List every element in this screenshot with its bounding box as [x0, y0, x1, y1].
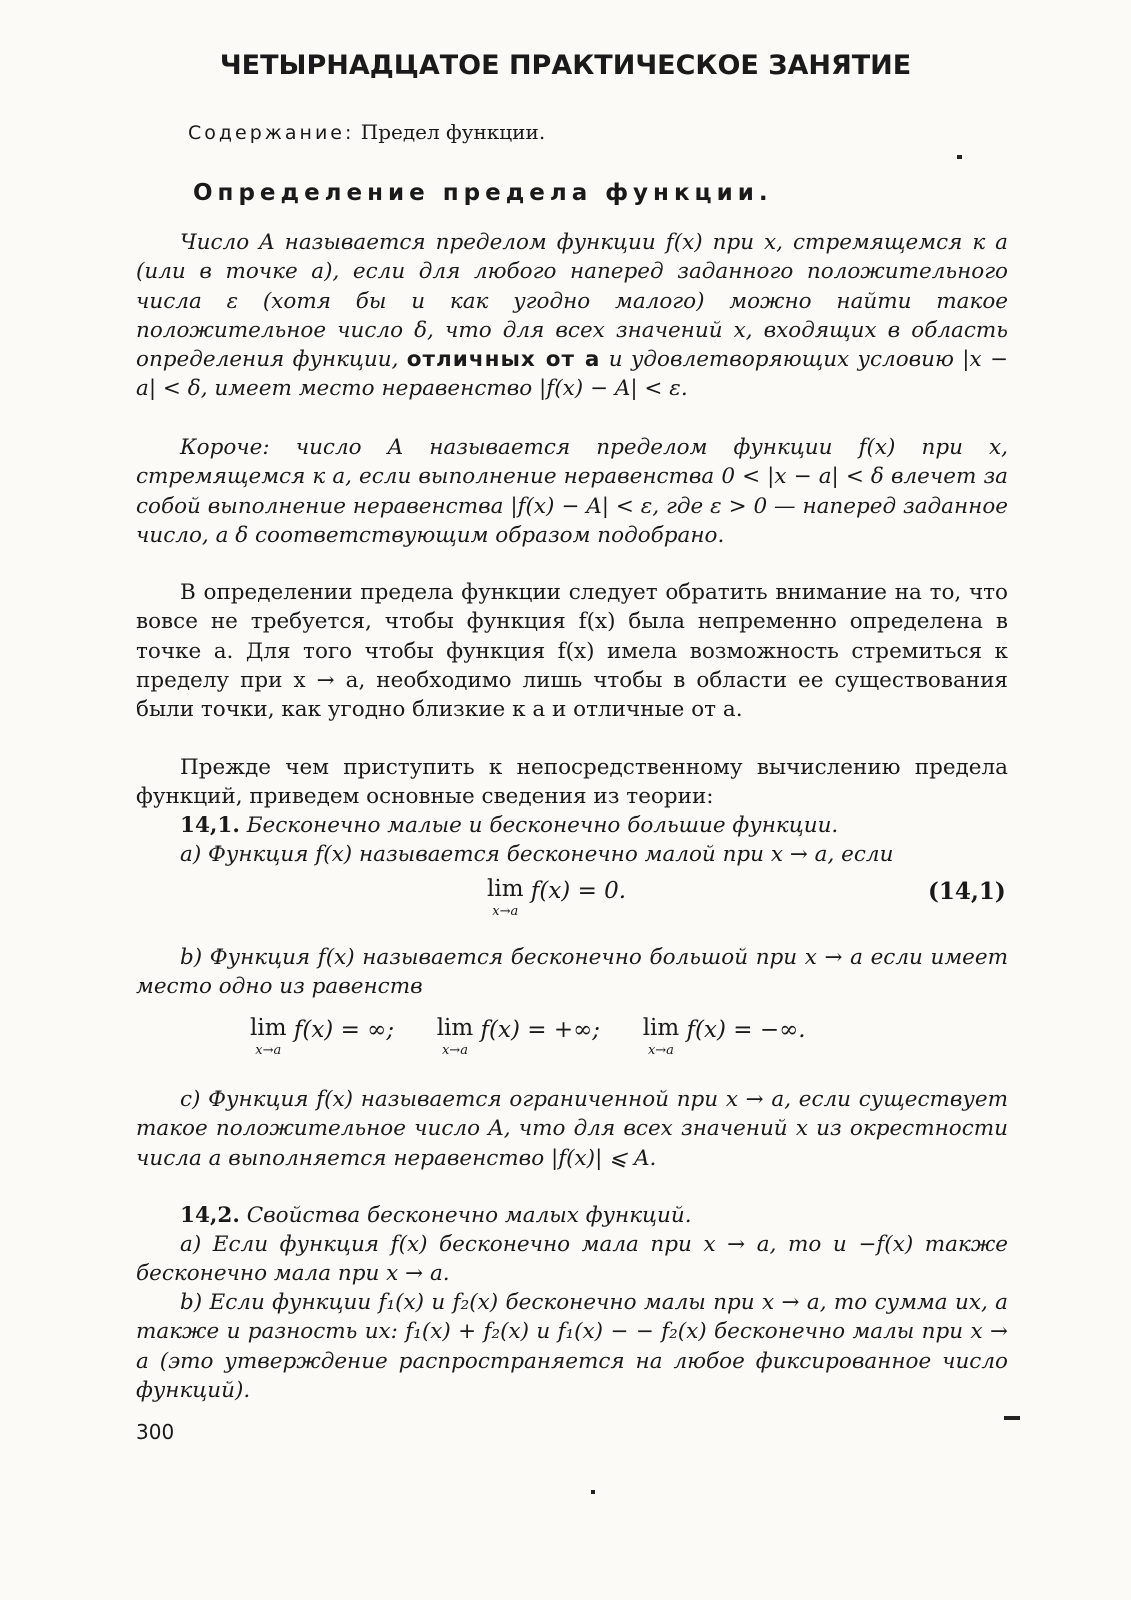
speck-mark — [591, 1490, 595, 1494]
section-14-1-title: Бесконечно малые и бесконечно большие функции. — [246, 813, 839, 838]
formula-14-1 — [487, 878, 626, 918]
lim-text: lim — [642, 1015, 680, 1041]
property-a: a) Если функция f(x) бесконечно мала при x → a, то и −f(x) также бесконечно мала при x → a. — [136, 1232, 1008, 1287]
item-b-infinite: b) Функция f(x) называется бесконечно большой при x → a если имеет место одно из равенств — [136, 945, 1008, 1000]
lim-text: lim — [487, 876, 524, 902]
short-definition-paragraph: Короче: число A называется пределом функции f(x) при x, стремящемся к a, если выполнение неравенства 0 < |x − a| < δ влечет за собой выполнение неравенства |f(x) − A| < ε, где ε > 0 — наперед заданное число, а δ соответствующим образом подобрано. — [136, 435, 1008, 548]
lim-operator — [643, 1017, 680, 1057]
lim-subscript: x→a — [441, 1043, 468, 1058]
lim-text: lim — [250, 1015, 287, 1041]
definition-text: Число A называется пределом функции f(x) при x, стремящемся к a (или в точке a), если для любого наперед заданного положительного числа ε (хотя бы и как угодно малого) можно найти такое положительное число δ, что для всех значений x, входящих в область определения функции, — [136, 230, 1008, 373]
definition-paragraph — [136, 228, 1008, 404]
formula-infinite-limits — [250, 1017, 806, 1057]
lim-subscript: x→a — [492, 904, 519, 919]
section-heading: Определение предела функции. — [193, 180, 773, 206]
property-b: b) Если функции f₁(x) и f₂(x) бесконечно малы при x → a, то сумма их, а также и разность их: f₁(x) + f₂(x) и f₁(x) − − f₂(x) бесконечно малы при x → a (это утверждение распространяется на любое фиксированное число функций). — [136, 1290, 1008, 1403]
item-c-bounded: c) Функция f(x) называется ограниченной при x → a, если существует такое положительное число A, что для всех значений x из окрестности числа a выполняется неравенство |f(x)| ⩽ A. — [136, 1087, 1008, 1171]
speck-mark — [957, 155, 962, 159]
lim-operator — [250, 1017, 287, 1057]
lim-subscript: x→a — [647, 1043, 674, 1058]
section-14-1-number: 14,1. — [180, 813, 240, 838]
section-14-2-number: 14,2. — [180, 1203, 240, 1228]
page-title: ЧЕТЫРНАДЦАТОЕ ПРАКТИЧЕСКОЕ ЗАНЯТИЕ — [219, 50, 912, 81]
lim-operator — [487, 878, 524, 918]
limit-plus-infinity: f(x) = +∞; — [480, 1017, 601, 1043]
definition-text-end: и удовлетворяющих условию |x − a| < δ, имеет место неравенство |f(x) − A| < ε. — [136, 347, 1008, 402]
contents-text: Предел функции. — [360, 120, 546, 144]
limit-infinity: f(x) = ∞; — [293, 1017, 395, 1043]
formula-14-1-number: (14,1) — [928, 878, 1006, 905]
limit-minus-infinity: f(x) = −∞. — [686, 1017, 806, 1043]
speck-mark — [1004, 1416, 1020, 1420]
section-14-2-title: Свойства бесконечно малых функций. — [246, 1203, 692, 1228]
definition-emphasis: отличных от a — [406, 347, 601, 373]
page-number: 300 — [136, 1420, 175, 1444]
section-14-2 — [136, 1201, 1008, 1230]
formula-14-1-body: f(x) = 0. — [530, 878, 627, 904]
item-a-infinitesimal: a) Функция f(x) называется бесконечно малой при x → a, если — [180, 842, 894, 867]
intro-paragraph: Прежде чем приступить к непосредственному вычислению предела функций, приведем основные сведения из теории: — [136, 755, 1008, 810]
remark-paragraph: В определении предела функции следует обратить внимание на то, что вовсе не требуется, чтобы функция f(x) была непременно определена в точке a. Для того чтобы функция f(x) имела возможность стремиться к пределу при x → a, необходимо лишь чтобы в области ее существования были точки, как угодно близкие к a и отличные от a. — [136, 580, 1008, 723]
section-14-1 — [136, 811, 1008, 840]
lim-operator — [437, 1017, 474, 1057]
lim-subscript: x→a — [255, 1043, 282, 1058]
contents-label: Содержание: — [188, 122, 355, 144]
lim-text: lim — [436, 1015, 474, 1041]
contents-line — [188, 120, 545, 144]
